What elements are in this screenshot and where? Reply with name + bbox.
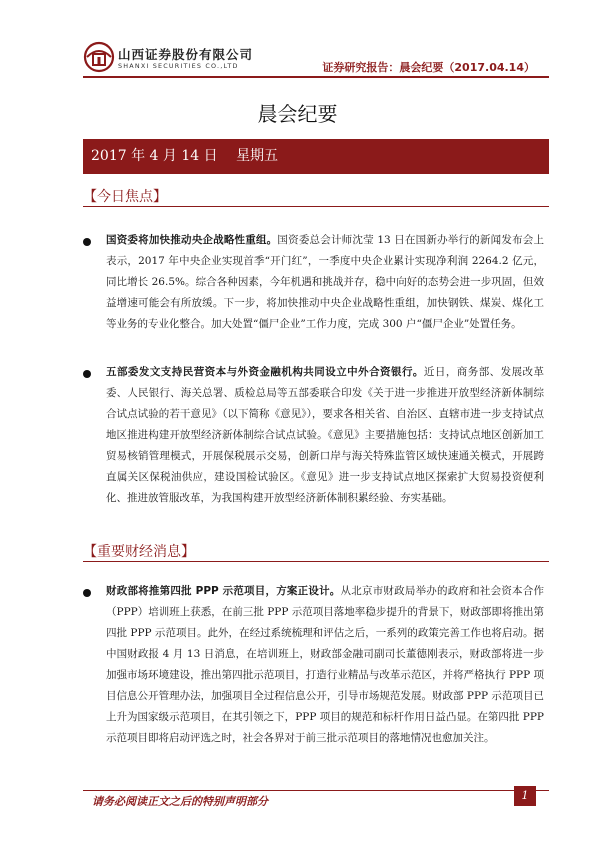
news-headline: 财政部将推第四批 PPP 示范项目，方案正设计。 <box>106 585 341 597</box>
section-title-finance-news: 【重要财经消息】 <box>83 544 195 560</box>
news-item <box>106 362 544 509</box>
news-item <box>106 230 544 335</box>
report-weekday: 星期五 <box>236 148 279 164</box>
bullet-icon <box>83 238 91 246</box>
news-body: 国资委总会计师沈莹 13 日在国新办举行的新闻发布会上表示，2017 年中央企业实现首季“开门红”，一季度中央企业累计实现净利润 2264.2 亿元，同比增长 26.5%。综合各种因素，今年机遇和挑战并存，稳中向好的态势会进一步巩固，但效益增速可能会有所放缓。下一步，将加快推动中央企业战略性重组，加快钢铁、煤炭、煤化工等业务的专业化整合。加大处置“僵尸企业”工作力度，完成 300 户“僵尸企业”处置任务。 <box>106 234 544 330</box>
report-date: 2017 年 4 月 14 日 <box>91 148 218 164</box>
header-divider <box>83 76 549 78</box>
bullet-icon <box>83 589 91 597</box>
page-number: 1 <box>514 786 536 806</box>
page-title: 晨会纪要 <box>257 102 338 126</box>
bullet-icon <box>83 370 91 378</box>
section-divider <box>83 206 549 207</box>
news-body: 从北京市财政局举办的政府和社会资本合作（PPP）培训班上获悉，在前三批 PPP 示范项目落地率稳步提升的背景下，财政部即将推出第四批 PPP 示范项目。此外，在经过系统梳理和评估之后，一系列的政策完善工作也将启动。据中国财政报 4 月 13 日消息，在培训班上，财政部金融司副司长董德刚表示，财政部将进一步加强市场环境建设，推出第四批示范项目，打造行业精品与改革示范区，并将严格执行 PPP 项目信息公开管理办法，加强项目全过程信息公开，引导市场规范发展。财政部 PPP 示范项目已上升为国家级示范项目，在其引领之下，PPP 项目的规范和标杆作用日益凸显。在第四批 PPP 示范项目即将启动评选之时，社会各界对于前三批示范项目的落地情况也愈加关注。 <box>106 585 544 744</box>
news-item <box>106 581 544 749</box>
news-body: 近日，商务部、发展改革委、人民银行、海关总署、质检总局等五部委联合印发《关于进一步推进开放型经济新体制综合试点试验的若干意见》（以下简称《意见》），要求各相关省、自治区、直辖市进一步支持试点地区推进构建开放型经济新体制综合试点试验。《意见》主要措施包括：支持试点地区创新加工贸易核销管理模式，开展保税展示交易，创新口岸与海关特殊监管区域快速通关模式，开展跨直属关区保税油供应，建设国检试验区。《意见》进一步支持试点地区探索扩大贸易投资便利化、推进放管服改革，为我国构建开放型经济新体制积累经验、夯实基础。 <box>106 366 545 504</box>
news-headline: 国资委将加快推动央企战略性重组。 <box>106 234 278 246</box>
report-label: 证券研究报告：晨会纪要（2017.04.14） <box>322 61 535 74</box>
section-divider <box>83 561 549 562</box>
section-title-focus: 【今日焦点】 <box>83 189 167 205</box>
date-bar <box>83 139 549 174</box>
company-name-en: SHANXI SECURITIES CO.,LTD <box>118 62 239 70</box>
company-logo-icon <box>83 41 115 73</box>
footer-divider <box>83 790 549 791</box>
news-headline: 五部委发文支持民营资本与外资金融机构共同设立中外合资银行。 <box>106 366 424 378</box>
company-name-cn: 山西证券股份有限公司 <box>118 47 254 62</box>
disclaimer-notice: 请务必阅读正文之后的特别声明部分 <box>92 795 268 808</box>
